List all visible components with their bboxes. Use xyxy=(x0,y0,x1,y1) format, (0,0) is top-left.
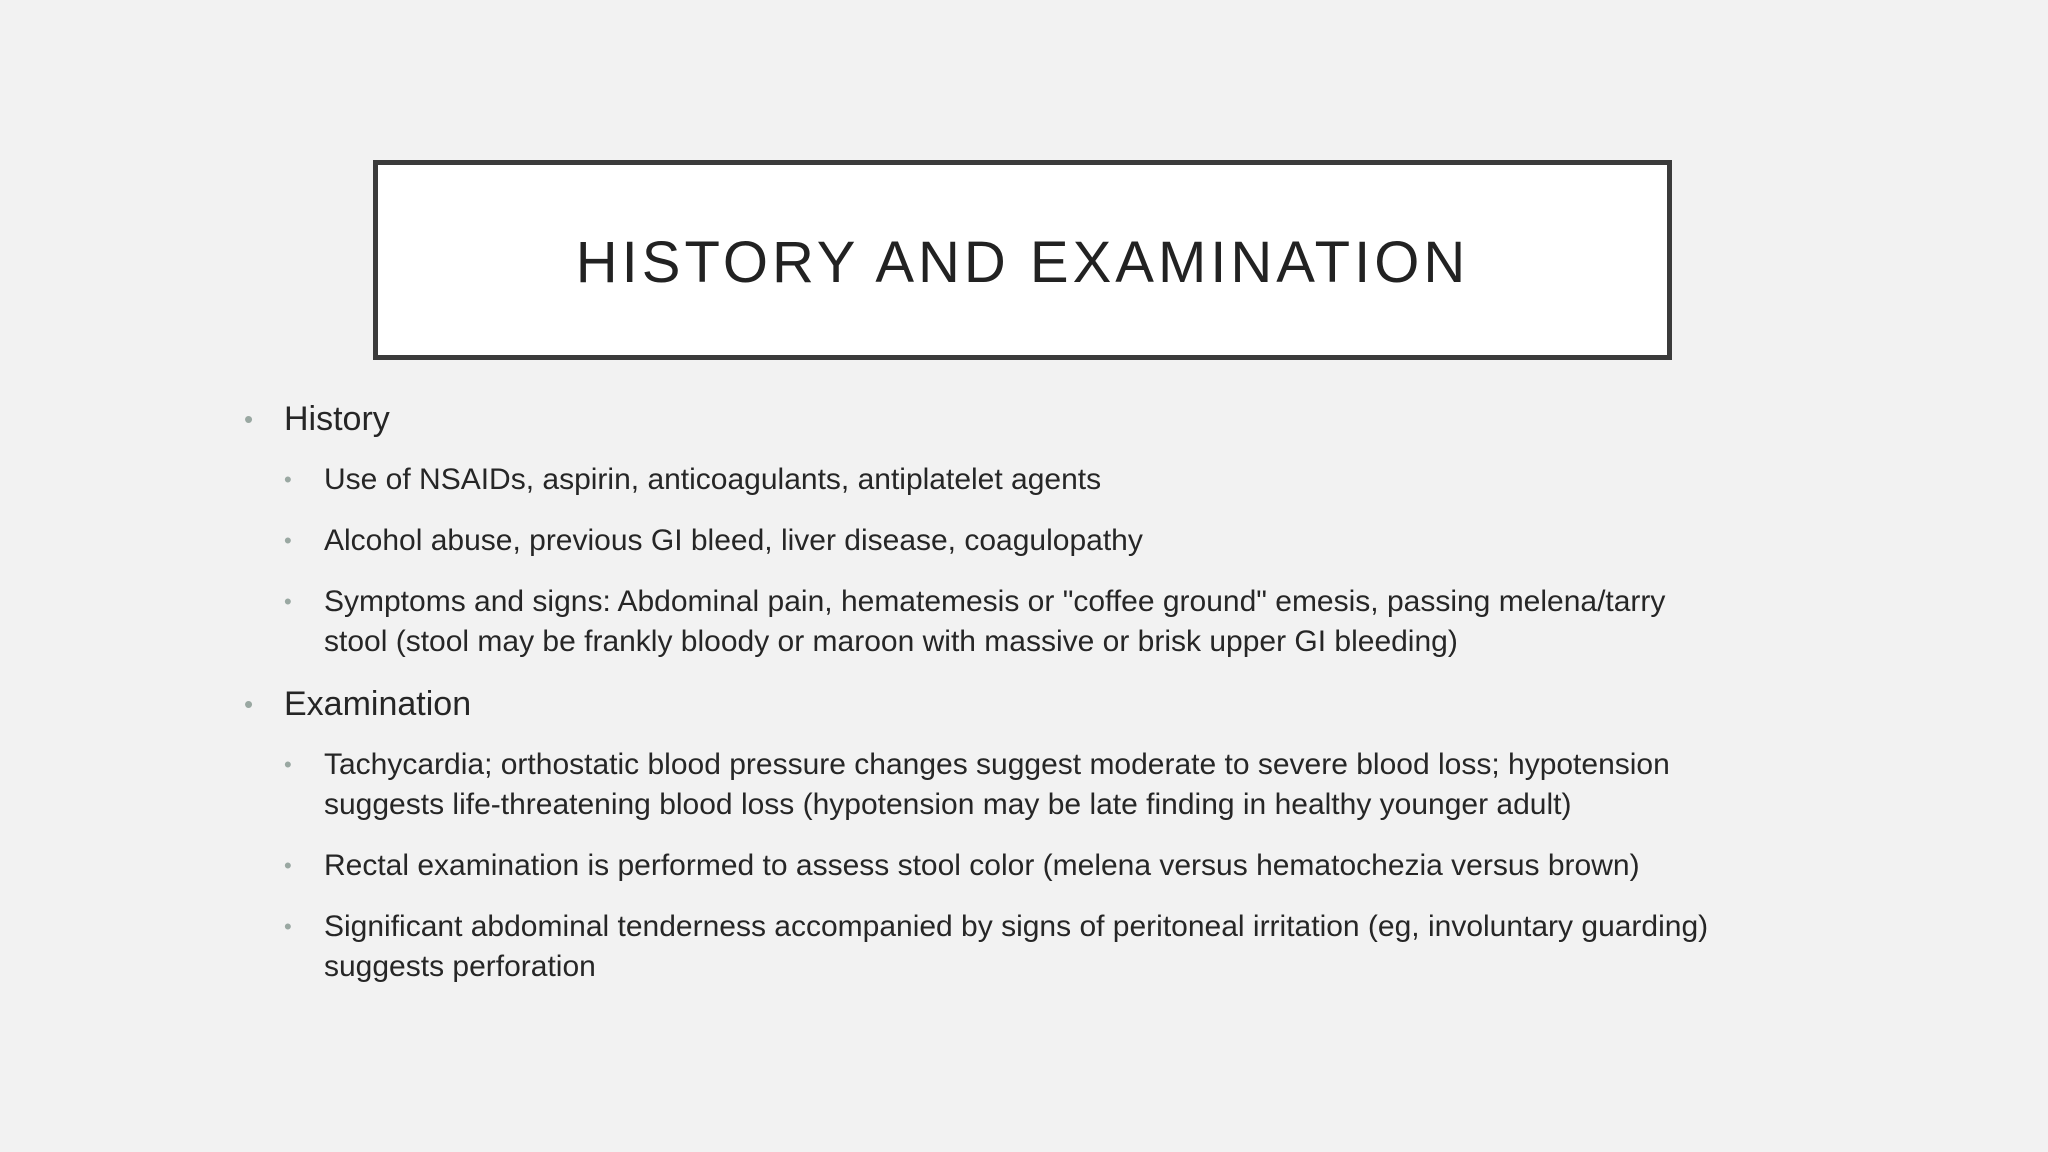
list-item xyxy=(284,907,1724,987)
section-heading-label: History xyxy=(284,400,390,438)
list-item xyxy=(284,582,1724,662)
list-item-text: Significant abdominal tenderness accompanied by signs of peritoneal irritation (eg, involuntary guarding) suggests perforation xyxy=(324,910,1709,983)
section-heading-label: Examination xyxy=(284,685,472,723)
list-item xyxy=(284,521,1724,561)
list-item xyxy=(284,846,1724,886)
bullet-icon: • xyxy=(284,914,292,939)
bullet-icon: • xyxy=(284,589,292,614)
bullet-icon: • xyxy=(284,752,292,777)
list-item-text: Rectal examination is performed to assess stool color (melena versus hematochezia versus brown) xyxy=(324,849,1640,882)
section-heading-examination xyxy=(244,683,1724,725)
bullet-icon: • xyxy=(244,689,254,719)
list-item-text: Tachycardia; orthostatic blood pressure changes suggest moderate to severe blood loss; hypotension suggests life-threatening blood loss (hypotension may be late finding in healthy younger adult) xyxy=(324,748,1670,821)
list-item-text: Symptoms and signs: Abdominal pain, hematemesis or "coffee ground" emesis, passing melena/tarry stool (stool may be frankly bloody or maroon with massive or brisk upper GI bleeding) xyxy=(324,585,1666,658)
bullet-list xyxy=(244,398,1724,1008)
list-item-text: Use of NSAIDs, aspirin, anticoagulants, antiplatelet agents xyxy=(324,463,1102,496)
list-item xyxy=(284,460,1724,500)
title-box xyxy=(373,160,1672,360)
bullet-icon: • xyxy=(284,853,292,878)
bullet-icon: • xyxy=(284,467,292,492)
list-item xyxy=(284,745,1724,825)
slide-title: HISTORY AND EXAMINATION xyxy=(575,229,1470,295)
list-item-text: Alcohol abuse, previous GI bleed, liver disease, coagulopathy xyxy=(324,524,1143,557)
bullet-icon: • xyxy=(284,528,292,553)
section-heading-history xyxy=(244,398,1724,440)
bullet-icon: • xyxy=(244,404,254,434)
